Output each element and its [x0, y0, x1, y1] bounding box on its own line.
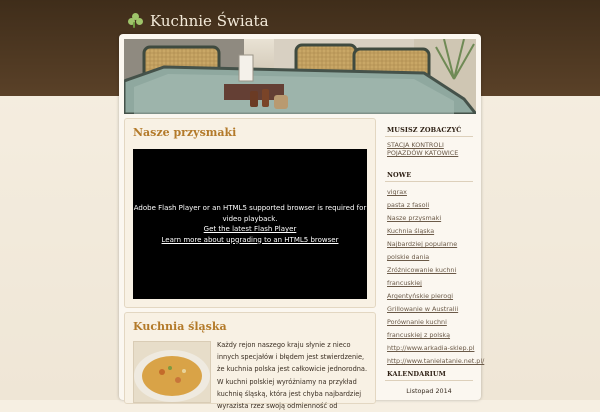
flash-message: Adobe Flash Player or an HTML5 supported browser is required for video playback.: [133, 204, 367, 223]
sidebar-new-item[interactable]: vigrax: [387, 188, 407, 196]
divider: [385, 181, 473, 182]
video-player[interactable]: [133, 149, 367, 299]
sidebar-heading-must-see: MUSISZ ZOBACZYĆ: [387, 126, 462, 134]
section-title[interactable]: Kuchnia śląska: [133, 320, 227, 333]
site-title[interactable]: Kuchnie Świata: [150, 12, 269, 30]
sidebar-new-item[interactable]: Zróżnicowanie kuchni: [387, 266, 457, 274]
sidebar: [380, 118, 485, 400]
sidebar-heading-calendar: KALENDARIUM: [387, 370, 446, 378]
clover-logo-icon: [128, 13, 144, 29]
main-column: [124, 118, 375, 411]
sidebar-new-item[interactable]: francuskiej z polską: [387, 331, 451, 339]
sidebar-link-stacja-kontroli[interactable]: STACJA KONTROLI POJAZDÓW KATOWICE: [387, 141, 459, 157]
section-kuchnia-slaska: [124, 312, 376, 411]
header-banner-image: [124, 39, 476, 114]
sidebar-new-item[interactable]: Najbardziej popularne: [387, 240, 458, 248]
sidebar-new-item[interactable]: Nasze przysmaki: [387, 214, 442, 222]
sidebar-new-item[interactable]: Grillowanie w Australii: [387, 305, 459, 313]
sidebar-new-item[interactable]: Argentyńskie pierogi: [387, 292, 454, 300]
sidebar-new-item[interactable]: polskie dania: [387, 253, 430, 261]
divider: [385, 136, 473, 137]
site-header: [128, 10, 269, 32]
article-excerpt: Każdy rejon naszego kraju słynie z nieco innych specjałów i błędem jest stwierdzenie, że kuchnia polska jest całkowicie jednorodna. W kuchni polskiej wyróżniamy na przykład kuchnię śląską, która jest chyba najbardziej wyrazista rzez swoją odmienność od: [217, 341, 368, 411]
get-flash-link[interactable]: Get the latest Flash Player: [203, 225, 297, 233]
sidebar-new-item[interactable]: http://www.tanielatanie.net.pl/: [387, 357, 485, 365]
divider: [385, 380, 473, 381]
article-thumbnail-image[interactable]: [133, 341, 211, 403]
sidebar-new-item[interactable]: pasta z fasoli: [387, 201, 430, 209]
sidebar-new-item[interactable]: http://www.arkadia-sklep.pl: [387, 344, 475, 352]
sidebar-new-item[interactable]: francuskiej: [387, 279, 422, 287]
sidebar-heading-new: NOWE: [387, 171, 412, 179]
upgrade-html5-link[interactable]: Learn more about upgrading to an HTML5 browser: [161, 235, 339, 244]
section-title[interactable]: Nasze przysmaki: [133, 126, 237, 139]
section-nasze-przysmaki: [124, 118, 376, 308]
sidebar-new-item[interactable]: Porównanie kuchni: [387, 318, 447, 326]
sidebar-new-item[interactable]: Kuchnia śląska: [387, 227, 435, 235]
flash-message-block: [133, 203, 367, 245]
calendar-month: Listopad 2014: [406, 387, 452, 395]
